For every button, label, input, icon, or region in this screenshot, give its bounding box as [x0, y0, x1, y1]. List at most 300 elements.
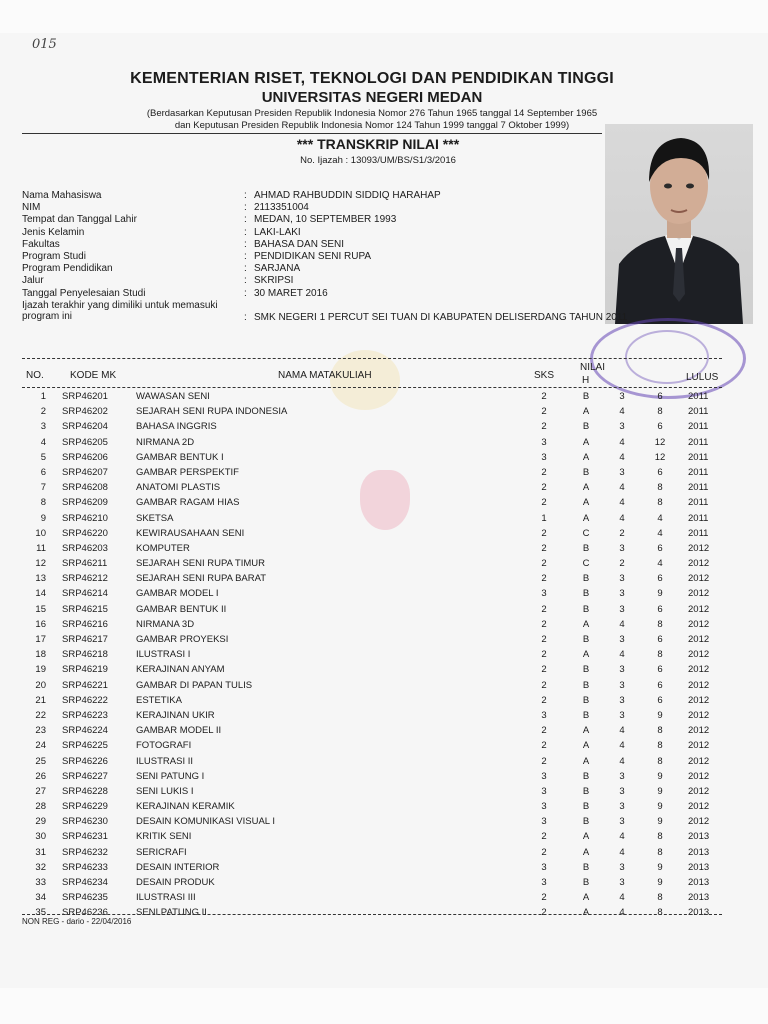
- cell-nilai: B: [582, 391, 590, 402]
- table-row: [22, 573, 742, 588]
- ministry-heading: KEMENTERIAN RISET, TEKNOLOGI DAN PENDIDIKAN TINGGI: [130, 70, 614, 87]
- cell-bobot: 4: [619, 740, 625, 752]
- cell-nilai: A: [582, 725, 590, 737]
- cell-kode: SRP46230: [62, 816, 108, 828]
- value-nama: AHMAD RAHBUDDIN SIDDIQ HARAHAP: [254, 190, 441, 201]
- cell-no: 28: [35, 801, 46, 813]
- table-row: [22, 528, 742, 543]
- cell-bobot: 4: [619, 755, 625, 767]
- cell-bobot: 4: [619, 725, 625, 737]
- value-fakultas: BAHASA DAN SENI: [254, 238, 345, 250]
- cell-no: 10: [35, 527, 46, 539]
- cell-nama: GAMBAR DI PAPAN TULIS: [136, 679, 253, 691]
- cell-bobot: 2: [619, 558, 625, 570]
- col-sks: SKS: [534, 370, 555, 381]
- cell-tahun: 2013: [688, 831, 710, 843]
- cell-sks: 2: [541, 558, 547, 570]
- cell-nama: KERAJINAN KERAMIK: [136, 801, 235, 813]
- table-header-rule: [22, 387, 722, 388]
- cell-nama: ILUSTRASI II: [136, 755, 194, 767]
- table-row: [22, 892, 742, 907]
- table-row: [22, 725, 742, 740]
- value-program: SARJANA: [254, 263, 301, 275]
- cell-nilai: B: [582, 861, 590, 873]
- value-jalur: SKRIPSI: [254, 275, 294, 287]
- table-row: [22, 695, 742, 710]
- label-fakultas: Fakultas: [22, 238, 60, 250]
- cell-kode: SRP46232: [62, 846, 108, 858]
- table-row: [22, 391, 742, 406]
- cell-sks: 3: [541, 436, 547, 448]
- cell-nama: GAMBAR MODEL I: [136, 588, 219, 600]
- cell-nilai: A: [582, 649, 590, 661]
- cell-no: 33: [35, 877, 46, 888]
- cell-nilai: B: [582, 816, 590, 828]
- cell-nilai: C: [582, 527, 590, 539]
- col-nilai-h: H: [582, 375, 590, 386]
- cell-tahun: 2012: [688, 694, 710, 706]
- cell-nama: GAMBAR PROYEKSI: [136, 634, 229, 645]
- cell-kode: SRP46222: [62, 694, 108, 706]
- value-gender: LAKI-LAKI: [254, 226, 301, 238]
- table-row: [22, 421, 742, 436]
- cell-no: 34: [35, 892, 46, 904]
- cell-no: 16: [35, 618, 46, 630]
- cell-sks: 3: [541, 816, 547, 828]
- footer-note: NON REG - dario - 22/04/2016: [22, 917, 132, 926]
- label-gender: Jenis Kelamin: [22, 226, 85, 238]
- cell-tahun: 2012: [688, 649, 710, 661]
- student-photo: [605, 124, 753, 324]
- cell-nama: GAMBAR PERSPEKTIF: [136, 466, 239, 478]
- table-row: [22, 558, 742, 573]
- cell-mutu: 4: [657, 558, 663, 570]
- cell-tahun: 2012: [688, 801, 710, 813]
- ijazah-number: No. Ijazah : 13093/UM/BS/S1/3/2016: [300, 155, 456, 166]
- cell-kode: SRP46218: [62, 649, 108, 661]
- table-row: [22, 513, 742, 528]
- cell-nilai: B: [582, 634, 590, 645]
- cell-kode: SRP46210: [62, 512, 108, 524]
- cell-tahun: 2012: [688, 740, 710, 752]
- cell-bobot: 4: [619, 482, 625, 494]
- value-nim: 2113351004: [254, 202, 309, 214]
- cell-tahun: 2012: [688, 542, 710, 554]
- cell-nilai: B: [582, 603, 590, 615]
- cell-no: 13: [35, 573, 46, 585]
- cell-nama: KOMPUTER: [136, 542, 190, 554]
- cell-nilai: B: [582, 679, 590, 691]
- cell-nilai: B: [582, 588, 590, 600]
- cell-bobot: 4: [619, 892, 625, 904]
- cell-kode: SRP46217: [62, 634, 108, 645]
- table-row: [22, 497, 742, 512]
- cell-tahun: 2011: [688, 421, 709, 433]
- cell-sks: 2: [541, 725, 547, 737]
- university-heading: UNIVERSITAS NEGERI MEDAN: [261, 89, 483, 106]
- table-row: [22, 771, 742, 786]
- cell-no: 29: [35, 816, 46, 828]
- cell-sks: 2: [541, 603, 547, 615]
- cell-nilai: A: [582, 755, 590, 767]
- cell-sks: 3: [541, 709, 547, 721]
- cell-tahun: 2012: [688, 634, 710, 645]
- table-row: [22, 680, 742, 695]
- cell-mutu: 9: [657, 816, 663, 828]
- table-row: [22, 634, 742, 649]
- table-row: [22, 543, 742, 558]
- table-row: [22, 664, 742, 679]
- cell-sks: 2: [541, 892, 547, 904]
- cell-tahun: 2011: [688, 527, 709, 539]
- cell-nilai: A: [582, 846, 590, 858]
- legal-basis-line-1: (Berdasarkan Keputusan Presiden Republik Indonesia Nomor 276 Tahun 1965 tanggal 14 September 1965: [146, 108, 598, 119]
- cell-kode: SRP46233: [62, 861, 108, 873]
- cell-tahun: 2012: [688, 816, 710, 828]
- cell-bobot: 3: [619, 542, 625, 554]
- cell-tahun: 2013: [688, 877, 710, 888]
- cell-no: 27: [35, 785, 46, 797]
- cell-nama: GAMBAR BENTUK II: [136, 603, 227, 615]
- cell-mutu: 8: [657, 406, 663, 418]
- cell-kode: SRP46225: [62, 740, 108, 752]
- cell-kode: SRP46215: [62, 603, 108, 615]
- cell-sks: 2: [541, 391, 547, 402]
- cell-no: 19: [35, 664, 46, 676]
- cell-tahun: 2012: [688, 679, 710, 691]
- cell-nama: SENI PATUNG II: [136, 907, 207, 919]
- label-tanggal-selesai: Tanggal Penyelesaian Studi: [22, 287, 146, 299]
- cell-sks: 2: [541, 694, 547, 706]
- cell-sks: 2: [541, 497, 547, 509]
- cell-nilai: A: [582, 907, 590, 919]
- label-program: Program Pendidikan: [22, 263, 113, 275]
- cell-bobot: 3: [619, 588, 625, 600]
- cell-tahun: 2011: [688, 406, 709, 418]
- cell-tahun: 2012: [688, 618, 710, 630]
- cell-no: 32: [35, 861, 46, 873]
- cell-nama: KEWIRAUSAHAAN SENI: [136, 527, 245, 539]
- cell-mutu: 6: [657, 542, 663, 554]
- cell-kode: SRP46214: [62, 588, 108, 600]
- cell-nama: SEJARAH SENI RUPA BARAT: [136, 573, 267, 585]
- cell-sks: 3: [541, 770, 547, 782]
- table-row: [22, 862, 742, 877]
- cell-tahun: 2013: [688, 861, 710, 873]
- cell-sks: 3: [541, 785, 547, 797]
- cell-no: 8: [40, 497, 46, 509]
- cell-bobot: 3: [619, 877, 625, 888]
- cell-nilai: B: [582, 770, 590, 782]
- cell-kode: SRP46219: [62, 664, 108, 676]
- cell-nama: SKETSA: [136, 512, 174, 524]
- cell-sks: 2: [541, 664, 547, 676]
- cell-kode: SRP46203: [62, 542, 108, 554]
- cell-nilai: A: [582, 740, 590, 752]
- cell-tahun: 2013: [688, 907, 710, 919]
- cell-no: 7: [40, 482, 46, 494]
- cell-mutu: 8: [657, 649, 663, 661]
- cell-nilai: B: [582, 664, 590, 676]
- cell-tahun: 2013: [688, 892, 710, 904]
- cell-bobot: 3: [619, 679, 625, 691]
- table-row: [22, 847, 742, 862]
- cell-bobot: 3: [619, 801, 625, 813]
- cell-mutu: 12: [654, 436, 666, 448]
- cell-sks: 2: [541, 618, 547, 630]
- cell-mutu: 8: [657, 482, 663, 494]
- cell-no: 26: [35, 770, 46, 782]
- label-prodi: Program Studi: [22, 250, 86, 262]
- cell-mutu: 9: [657, 709, 663, 721]
- cell-sks: 2: [541, 755, 547, 767]
- cell-bobot: 3: [619, 421, 625, 433]
- cell-nama: SEJARAH SENI RUPA INDONESIA: [136, 406, 288, 418]
- cell-bobot: 3: [619, 785, 625, 797]
- cell-sks: 2: [541, 907, 547, 919]
- cell-nama: DESAIN KOMUNIKASI VISUAL I: [136, 816, 276, 828]
- table-row: [22, 604, 742, 619]
- cell-nama: FOTOGRAFI: [136, 740, 192, 752]
- table-row: [22, 649, 742, 664]
- cell-bobot: 4: [619, 907, 625, 919]
- table-row: [22, 756, 742, 771]
- table-bottom-rule: [22, 914, 722, 915]
- transcript-title: *** TRANSKRIP NILAI ***: [296, 136, 460, 152]
- cell-tahun: 2012: [688, 725, 710, 737]
- cell-nama: DESAIN PRODUK: [136, 877, 215, 888]
- cell-nilai: A: [582, 512, 590, 524]
- cell-mutu: 6: [657, 466, 663, 478]
- cell-kode: SRP46209: [62, 497, 108, 509]
- cell-kode: SRP46236: [62, 907, 108, 919]
- cell-mutu: 4: [657, 527, 663, 539]
- cell-bobot: 4: [619, 831, 625, 843]
- cell-nama: GAMBAR BENTUK I: [136, 451, 224, 463]
- table-row: [22, 877, 742, 892]
- cell-bobot: 4: [619, 649, 625, 661]
- cell-sks: 3: [541, 451, 547, 463]
- cell-tahun: 2012: [688, 770, 710, 782]
- cell-nilai: B: [582, 421, 590, 433]
- cell-no: 20: [35, 679, 46, 691]
- cell-nama: DESAIN INTERIOR: [136, 861, 220, 873]
- cell-sks: 3: [541, 861, 547, 873]
- value-ttl: MEDAN, 10 SEPTEMBER 1993: [254, 214, 397, 226]
- cell-no: 25: [35, 755, 46, 767]
- cell-bobot: 3: [619, 573, 625, 585]
- cell-mutu: 9: [657, 877, 663, 888]
- cell-mutu: 8: [657, 618, 663, 630]
- cell-bobot: 3: [619, 603, 625, 615]
- cell-tahun: 2011: [688, 482, 709, 494]
- cell-mutu: 6: [657, 664, 663, 676]
- cell-nilai: A: [582, 436, 590, 448]
- cell-sks: 3: [541, 588, 547, 600]
- cell-tahun: 2012: [688, 603, 710, 615]
- cell-tahun: 2011: [688, 466, 709, 478]
- cell-bobot: 3: [619, 466, 625, 478]
- cell-mutu: 6: [657, 679, 663, 691]
- cell-no: 2: [40, 406, 46, 418]
- cell-kode: SRP46211: [62, 558, 108, 570]
- cell-kode: SRP46231: [62, 831, 108, 843]
- cell-mutu: 6: [657, 634, 663, 645]
- cell-nilai: B: [582, 785, 590, 797]
- cell-nilai: A: [582, 482, 590, 494]
- cell-no: 1: [40, 391, 46, 402]
- cell-mutu: 8: [657, 497, 663, 509]
- cell-no: 11: [36, 542, 46, 554]
- cell-nama: KERAJINAN UKIR: [136, 709, 215, 721]
- cell-bobot: 4: [619, 512, 625, 524]
- cell-mutu: 8: [657, 755, 663, 767]
- cell-nilai: A: [582, 618, 590, 630]
- cell-mutu: 8: [657, 892, 663, 904]
- table-row: [22, 710, 742, 725]
- cell-bobot: 3: [619, 634, 625, 645]
- cell-kode: SRP46204: [62, 421, 108, 433]
- cell-bobot: 4: [619, 497, 625, 509]
- cell-tahun: 2013: [688, 846, 710, 858]
- cell-kode: SRP46212: [62, 573, 108, 585]
- cell-nilai: A: [582, 831, 590, 843]
- label-ttl: Tempat dan Tanggal Lahir: [22, 214, 137, 226]
- cell-nilai: B: [582, 466, 590, 478]
- table-row: [22, 801, 742, 816]
- cell-no: 30: [35, 831, 46, 843]
- cell-bobot: 3: [619, 694, 625, 706]
- cell-bobot: 4: [619, 618, 625, 630]
- cell-nilai: B: [582, 801, 590, 813]
- col-no: NO.: [26, 370, 44, 381]
- col-lulus: LULUS: [686, 372, 719, 383]
- cell-sks: 2: [541, 740, 547, 752]
- cell-bobot: 2: [619, 527, 625, 539]
- cell-mutu: 6: [657, 603, 663, 615]
- cell-tahun: 2012: [688, 755, 710, 767]
- cell-sks: 2: [541, 634, 547, 645]
- cell-sks: 1: [541, 512, 547, 524]
- cell-nilai: A: [582, 406, 590, 418]
- cell-tahun: 2011: [688, 451, 709, 463]
- cell-nama: ANATOMI PLASTIS: [136, 482, 221, 494]
- cell-bobot: 3: [619, 391, 625, 402]
- cell-mutu: 8: [657, 740, 663, 752]
- cell-mutu: 6: [657, 391, 663, 402]
- cell-kode: SRP46207: [62, 466, 108, 478]
- cell-kode: SRP46202: [62, 406, 108, 418]
- table-row: [22, 467, 742, 482]
- value-ijazah-terakhir: SMK NEGERI 1 PERCUT SEI TUAN DI KABUPATEN DELISERDANG TAHUN 2011: [254, 311, 628, 323]
- table-row: [22, 740, 742, 755]
- cell-tahun: 2012: [688, 664, 710, 676]
- cell-no: 17: [35, 634, 46, 645]
- cell-bobot: 4: [619, 406, 625, 418]
- label-nama: Nama Mahasiswa: [22, 190, 102, 201]
- cell-mutu: 6: [657, 573, 663, 585]
- cell-nilai: B: [582, 694, 590, 706]
- cell-bobot: 3: [619, 861, 625, 873]
- cell-nama: SENI LUKIS I: [136, 785, 194, 797]
- cell-nilai: B: [582, 877, 590, 888]
- cell-no: 9: [40, 512, 46, 524]
- cell-no: 6: [40, 466, 46, 478]
- value-tanggal-selesai: 30 MARET 2016: [254, 287, 328, 299]
- legal-basis-line-2: dan Keputusan Presiden Republik Indonesia Nomor 124 Tahun 1999 tanggal 7 Oktober 1999): [174, 120, 570, 131]
- cell-mutu: 12: [654, 451, 666, 463]
- cell-nama: ESTETIKA: [136, 694, 182, 706]
- cell-bobot: 4: [619, 846, 625, 858]
- cell-kode: SRP46221: [62, 679, 108, 691]
- cell-mutu: 6: [657, 421, 663, 433]
- page-number: 015: [32, 37, 57, 52]
- cell-nama: ILUSTRASI III: [136, 892, 196, 904]
- cell-mutu: 6: [657, 694, 663, 706]
- table-row: [22, 816, 742, 831]
- cell-mutu: 9: [657, 588, 663, 600]
- cell-no: 22: [35, 709, 46, 721]
- cell-no: 3: [40, 421, 46, 433]
- cell-kode: SRP46227: [62, 770, 108, 782]
- cell-sks: 2: [541, 406, 547, 418]
- cell-tahun: 2012: [688, 709, 710, 721]
- cell-nama: GAMBAR RAGAM HIAS: [136, 497, 240, 509]
- cell-mutu: 9: [657, 785, 663, 797]
- cell-sks: 2: [541, 679, 547, 691]
- cell-nilai: A: [582, 451, 590, 463]
- cell-nilai: B: [582, 573, 590, 585]
- table-row: [22, 786, 742, 801]
- table-top-rule: [22, 358, 722, 359]
- cell-no: 35: [35, 907, 46, 919]
- cell-mutu: 8: [657, 907, 663, 919]
- cell-mutu: 4: [657, 512, 663, 524]
- cell-sks: 2: [541, 421, 547, 433]
- cell-nama: NIRMANA 3D: [136, 618, 195, 630]
- cell-mutu: 8: [657, 846, 663, 858]
- cell-sks: 3: [541, 877, 547, 888]
- cell-nama: NIRMANA 2D: [136, 436, 195, 448]
- course-table-body: [22, 391, 742, 923]
- cell-nama: KRITIK SENI: [136, 831, 192, 843]
- cell-tahun: 2012: [688, 558, 710, 570]
- table-row: [22, 619, 742, 634]
- cell-sks: 2: [541, 482, 547, 494]
- cell-no: 5: [40, 451, 46, 463]
- cell-tahun: 2012: [688, 588, 710, 600]
- cell-nilai: B: [582, 542, 590, 554]
- cell-sks: 2: [541, 831, 547, 843]
- cell-sks: 3: [541, 801, 547, 813]
- cell-tahun: 2011: [688, 512, 709, 524]
- cell-nilai: C: [582, 558, 590, 570]
- cell-kode: SRP46206: [62, 451, 108, 463]
- table-row: [22, 831, 742, 846]
- cell-nama: SENI PATUNG I: [136, 770, 205, 782]
- cell-no: 15: [35, 603, 46, 615]
- cell-mutu: 9: [657, 770, 663, 782]
- cell-no: 12: [35, 558, 46, 570]
- cell-bobot: 3: [619, 709, 625, 721]
- value-prodi: PENDIDIKAN SENI RUPA: [254, 250, 372, 262]
- cell-bobot: 3: [619, 816, 625, 828]
- cell-kode: SRP46235: [62, 892, 108, 904]
- cell-bobot: 3: [619, 664, 625, 676]
- cell-mutu: 8: [657, 725, 663, 737]
- cell-nilai: B: [582, 709, 590, 721]
- cell-bobot: 3: [619, 770, 625, 782]
